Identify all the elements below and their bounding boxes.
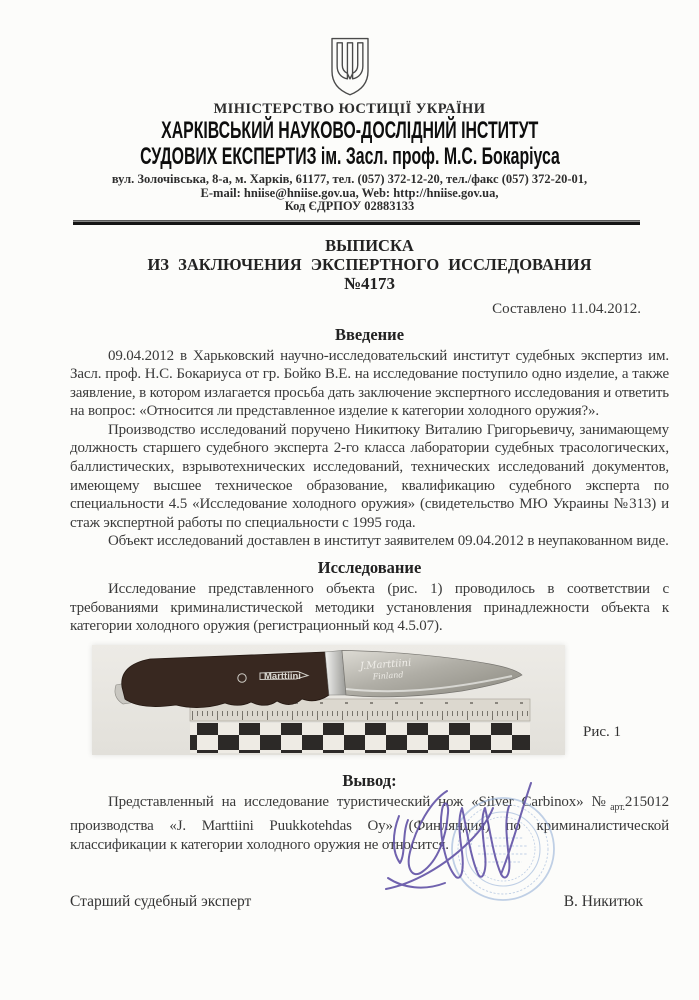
contacts-line: E-mail: hniise@hniise.gov.ua, Web: http://hniise.gov.ua, bbox=[200, 185, 499, 200]
conclusion-subscript: арт. bbox=[610, 801, 625, 813]
edrpou-line: Код ЄДРПОУ 02883133 bbox=[284, 199, 415, 213]
knife-photo bbox=[92, 645, 565, 755]
conclusion-part1: Представленный на исследование туристический нож «Silver Carbinox» № bbox=[108, 793, 611, 810]
title-line1: ВЫПИСКА bbox=[325, 235, 414, 255]
title-number: №4173 bbox=[343, 273, 396, 293]
letterhead bbox=[0, 0, 699, 214]
checkerboard-scale bbox=[190, 723, 530, 753]
header-divider bbox=[73, 220, 640, 225]
research-paragraph: Исследование представленного объекта (рис. 1) проводилось в соответствии с требованиями криминалистической методики установления принадлежности объекта к категории холодного оружия (регистрационный код 4.5.07). bbox=[70, 581, 669, 635]
document-content bbox=[70, 236, 669, 911]
address-line: вул. Золочівська, 8-а, м. Харків, 61177, тел. (057) 372-12-20, тел./факс (057) 372-20-01, bbox=[111, 172, 588, 186]
expert-role-label: Старший судебный эксперт bbox=[70, 892, 252, 910]
section-heading-conclusion: Вывод: bbox=[342, 770, 397, 790]
intro-paragraph-1: 09.04.2012 в Харьковский научно-исследовательский институт судебных экспертиз им. Засл. проф. Н.С. Бокариуса от гр. Бойко В.Е. на исследование поступило одно изделие, а также заявление, в котором излагается просьба дать заключение экспертного исследования и ответить на вопрос: «Относится ли представленное изделие к категории холодного оружия?». bbox=[70, 347, 669, 420]
title-line2: ИЗ ЗАКЛЮЧЕНИЯ ЭКСПЕРТНОГО ИССЛЕДОВАНИЯ bbox=[147, 254, 592, 274]
signature-row bbox=[70, 893, 669, 911]
engraving-line1: J.Marttiini bbox=[359, 657, 412, 673]
composed-date: Составлено 11.04.2012. bbox=[492, 300, 641, 317]
institute-name-line1: ХАРКІВСЬКИЙ НАУКОВО-ДОСЛІДНИЙ ІНСТИТУТ bbox=[160, 117, 539, 144]
conclusion-paragraph bbox=[70, 793, 669, 855]
ukraine-trident-icon bbox=[324, 36, 376, 96]
conclusion-part2: 215012 производства «J. Marttiini Puukkotehdas Oy» (Финляндия) по криминалистической классификации к категории холодного оружия не относится. bbox=[70, 793, 669, 853]
figure-1 bbox=[92, 645, 669, 755]
expert-name: В. Никитюк bbox=[563, 892, 643, 910]
ministry-line: МІНІСТЕРСТВО ЮСТИЦІЇ УКРАЇНИ bbox=[213, 101, 486, 117]
institute-name-line2: СУДОВИХ ЕКСПЕРТИЗ ім. Засл. проф. М.С. Бокаріуса bbox=[139, 143, 560, 170]
intro-paragraph-2: Производство исследований поручено Никитюку Виталию Григорьевичу, занимающему должность старшего судебного эксперта 2-го класса лаборатории судебных трасологических, баллистических, взрывотехнических исследований, технических исследований документов, имеющему высшее техническое образование, квалификацию судебного эксперта по специальности 4.5 «Исследование холодного оружия» (свидетельство МЮ Украины №313) и стаж экспертной работы по специальности с 1995 года. bbox=[70, 421, 669, 531]
figure-caption: Рис. 1 bbox=[583, 723, 622, 740]
emblem-wrap bbox=[0, 36, 699, 96]
section-heading-intro: Введение bbox=[334, 324, 405, 344]
section-heading-research: Исследование bbox=[317, 558, 422, 578]
intro-paragraph-3: Объект исследований доставлен в институт заявителем 09.04.2012 в неупакованном виде. bbox=[108, 533, 669, 550]
handle-brand-text: Marttiini bbox=[264, 670, 301, 682]
document-title bbox=[70, 236, 669, 294]
engraving-line2: Finland bbox=[372, 670, 404, 682]
